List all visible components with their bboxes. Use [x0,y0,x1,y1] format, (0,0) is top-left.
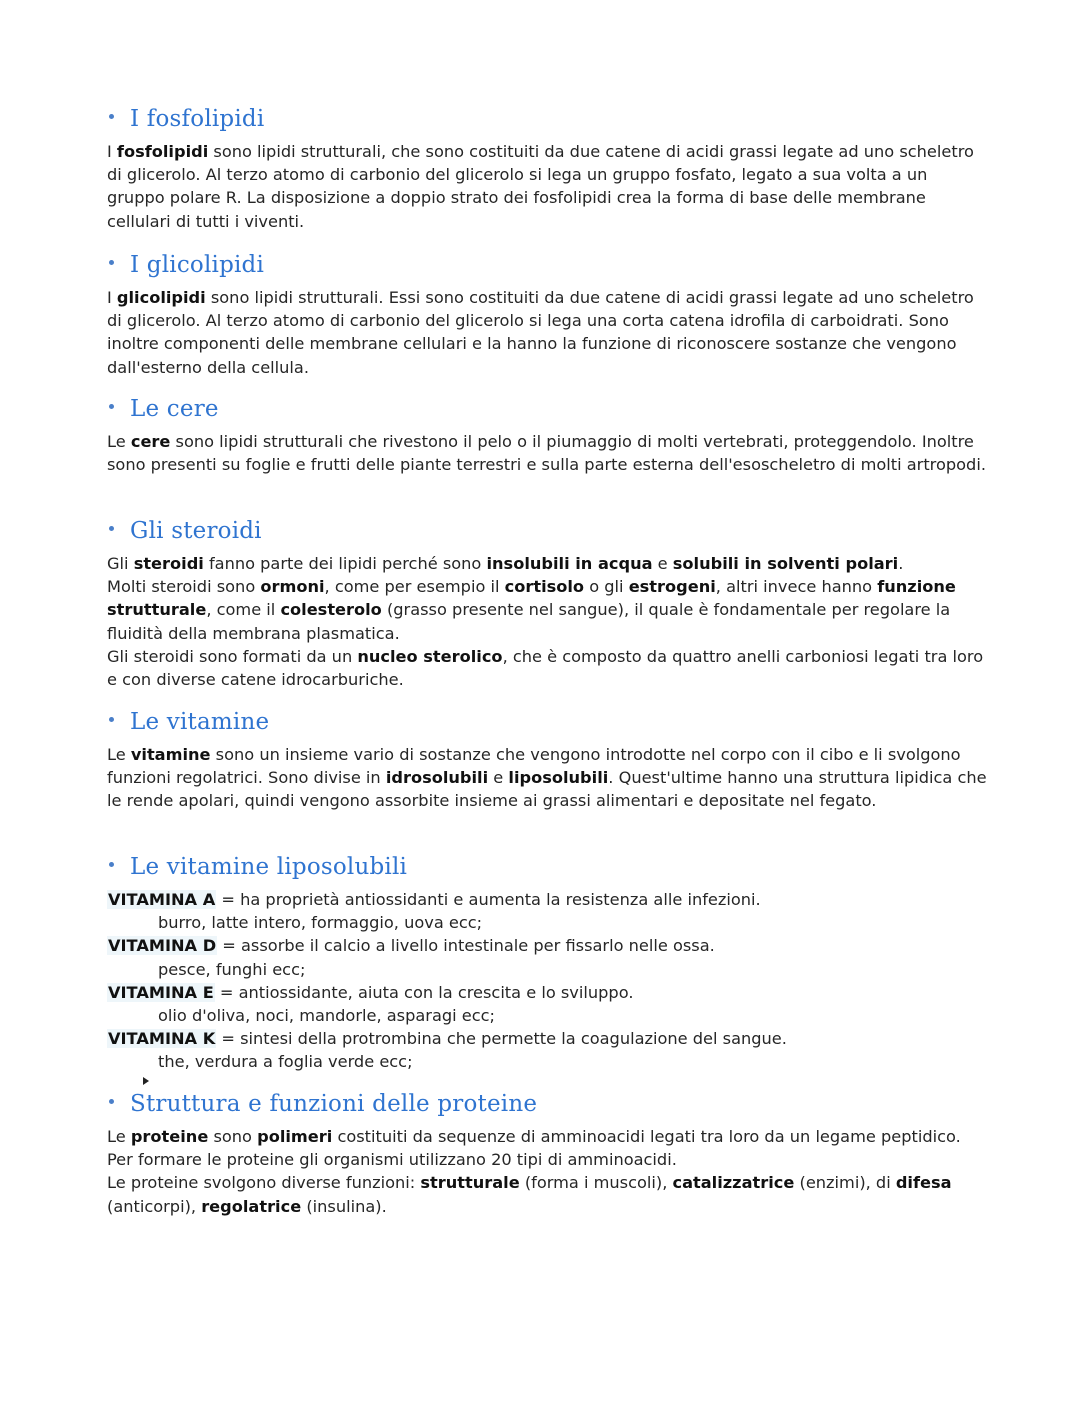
heading-vitamine [109,709,987,743]
section-steroidi [107,518,987,691]
list-item: VITAMINA K = sintesi della protrombina che permette la coagulazione del sangue. [108,1029,787,1049]
bullet-icon [109,526,114,531]
food-sources: burro, latte intero, formaggio, uova ecc; [158,913,483,933]
section-paragraph: I fosfolipidi sono lipidi strutturali, che sono costituiti da due catene di acidi grassi legate ad uno scheletro di glicerolo. Al terzo atomo di carbonio del glicerolo si lega un gruppo fosfato, legato a sua volta a un gruppo polare R. La disposizione a doppio strato dei fosfolipidi crea la forma di base delle membrane cellulari di tutti i viventi. [107,142,974,231]
section-paragraph: Le proteine sono polimeri costituiti da sequenze di amminoacidi legati tra loro da un legame peptidico. Per formare le proteine gli organismi utilizzano 20 tipi di amminoacidi. Le proteine svolgono diverse funzioni: strutturale (forma i muscoli), catalizzatrice (enzimi), di difesa (anticorpi), regolatrice (insulina). [107,1127,961,1216]
section-title: Le vitamine liposolubili [130,854,408,880]
section-title: I glicolipidi [130,252,265,278]
section-paragraph: Gli steroidi fanno parte dei lipidi perché sono insolubili in acqua e solubili in solventi polari. Molti steroidi sono ormoni, come per esempio il cortisolo o gli estrogeni, altri invece hanno funzione strutturale, come il colesterolo (grasso presente nel sangue), il quale è fondamentale per regolare la fluidità della membrana plasmatica. Gli steroidi sono formati da un nucleo sterolico, che è composto da quattro anelli carboniosi legati tra loro e con diverse catene idrocarburiche. [107,554,984,690]
section-cere [107,396,987,476]
food-sources: pesce, funghi ecc; [158,959,306,979]
section-title: Le cere [130,396,219,422]
heading-liposolubili [109,854,987,888]
bullet-icon [109,717,114,722]
section-paragraph: I glicolipidi sono lipidi strutturali. Essi sono costituiti da due catene di acidi grassi legate ad uno scheletro di glicerolo. Al terzo atomo di carbonio del glicerolo si lega una corta catena idrofila di carboidrati. Sono inoltre componenti delle membrane cellulari e la hanno la funzione di riconoscere sostanze che vengono dall'esterno della cellula. [107,288,974,377]
heading-glicolipidi [109,252,987,286]
bullet-icon [109,114,114,119]
section-paragraph: Le cere sono lipidi strutturali che rivestono il pelo o il piumaggio di molti vertebrati, proteggendolo. Inoltre sono presenti su foglie e frutti delle piante terrestri e sulla parte esterna dell'esoscheletro di molti artropodi. [107,432,986,475]
bullet-icon [109,404,114,409]
heading-cere [109,396,987,430]
section-title: Gli steroidi [130,518,262,544]
list-item: VITAMINA D = assorbe il calcio a livello intestinale per fissarlo nelle ossa. [108,936,715,956]
collapse-arrow-icon[interactable] [143,1077,149,1085]
section-vitamine [107,709,987,813]
bullet-icon [109,862,114,867]
section-liposolubili [107,854,987,1074]
heading-fosfolipidi [109,106,987,140]
section-title: I fosfolipidi [130,106,265,132]
vitamin-list [107,888,987,1074]
list-item: VITAMINA E = antiossidante, aiuta con la crescita e lo sviluppo. [108,982,634,1002]
section-proteine [107,1091,987,1218]
bullet-icon [109,260,114,265]
bullet-icon [109,1099,114,1104]
section-title: Struttura e funzioni delle proteine [130,1091,538,1117]
heading-proteine [109,1091,987,1125]
food-sources: olio d'oliva, noci, mandorle, asparagi ecc; [158,1006,495,1026]
section-title: Le vitamine [130,709,270,735]
section-fosfolipidi [107,106,987,233]
food-sources: the, verdura a foglia verde ecc; [158,1052,413,1072]
heading-steroidi [109,518,987,552]
section-paragraph: Le vitamine sono un insieme vario di sostanze che vengono introdotte nel corpo con il cibo e li svolgono funzioni regolatrici. Sono divise in idrosolubili e liposolubili. Quest'ultime hanno una struttura lipidica che le rende apolari, quindi vengono assorbite insieme ai grassi alimentari e depositate nel fegato. [107,745,987,811]
section-glicolipidi [107,252,987,379]
list-item: VITAMINA A = ha proprietà antiossidanti e aumenta la resistenza alle infezioni. [108,890,761,909]
